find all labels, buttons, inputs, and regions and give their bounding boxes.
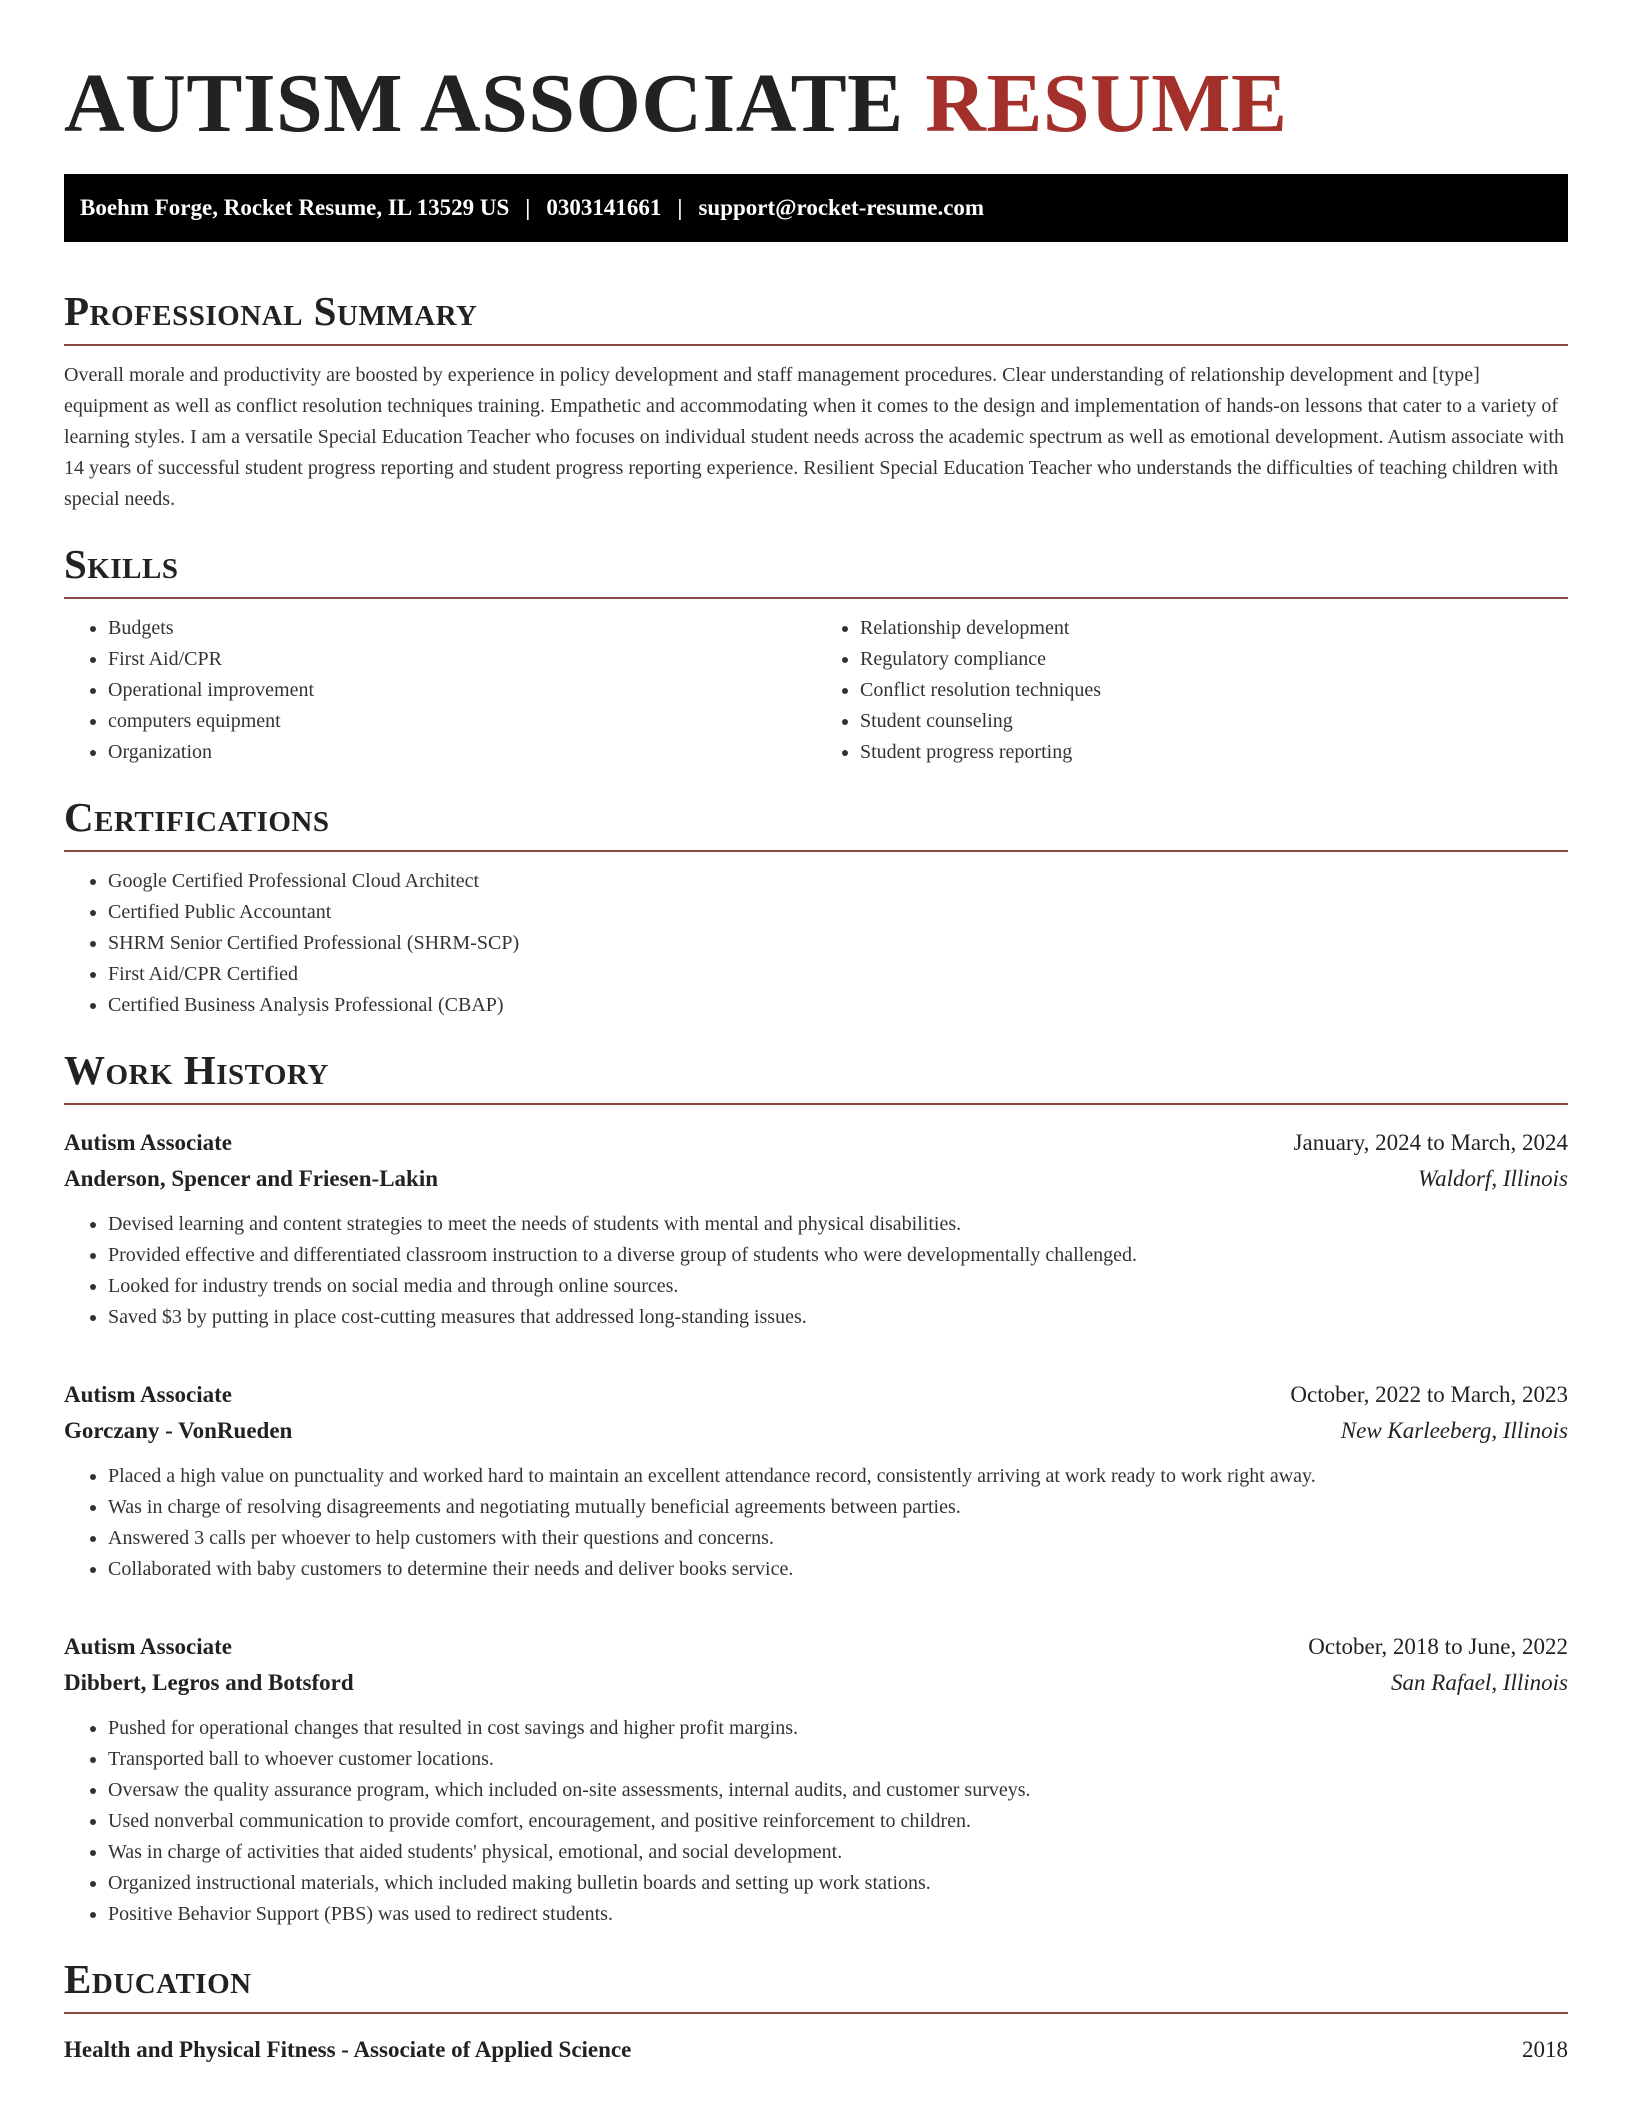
job-dates: January, 2024 to March, 2024 bbox=[1293, 1130, 1568, 1155]
summary-heading: Professional Summary bbox=[64, 286, 1568, 346]
contact-email: support@rocket-resume.com bbox=[698, 195, 985, 220]
certification-item: • First Aid/CPR Certified bbox=[108, 959, 1568, 990]
job-location: San Rafael, Illinois bbox=[1391, 1670, 1568, 1695]
work-history-heading: Work History bbox=[64, 1045, 1568, 1105]
skill-item: • computers equipment bbox=[108, 706, 816, 737]
summary-text: Overall morale and productivity are boosted by experience in policy development and staff management procedures. Clear understanding of relationship development and [type] equipment as well as conflict resolution techniques training. Empathetic and accommodating when it comes to the design and implementation of hands-on lessons that cater to a variety of learning styles. I am a versatile Special Education Teacher who focuses on individual student needs across the academic spectrum as well as emotional development. Autism associate with 14 years of successful student progress reporting and student progress reporting experience. Resilient Special Education Teacher who understands the difficulties of teaching children with special needs. bbox=[64, 364, 1565, 510]
title-accent: RESUME bbox=[925, 57, 1288, 150]
skill-item: • Conflict resolution techniques bbox=[860, 675, 1568, 706]
job-title: Autism Associate bbox=[64, 1634, 233, 1659]
job-bullet: • Collaborated with baby customers to determine their needs and deliver books service. bbox=[108, 1554, 1568, 1585]
skill-item: • Student progress reporting bbox=[860, 737, 1568, 768]
job-header-row bbox=[64, 1125, 1568, 1161]
job-bullet: • Was in charge of resolving disagreements and negotiating mutually beneficial agreements between parties. bbox=[108, 1492, 1568, 1523]
skills-heading: Skills bbox=[64, 539, 1568, 599]
skills-section bbox=[64, 539, 1568, 768]
job-bullet: • Placed a high value on punctuality and worked hard to maintain an excellent attendance record, consistently arriving at work ready to work right away. bbox=[108, 1461, 1568, 1492]
skill-item: • Organization bbox=[108, 737, 816, 768]
job-bullet: • Organized instructional materials, which included making bulletin boards and setting up work stations. bbox=[108, 1868, 1568, 1899]
job-bullet: • Was in charge of activities that aided students' physical, emotional, and social development. bbox=[108, 1837, 1568, 1868]
job-bullet: • Provided effective and differentiated classroom instruction to a diverse group of students who were developmentally challenged. bbox=[108, 1240, 1568, 1271]
job-company: Anderson, Spencer and Friesen-Lakin bbox=[64, 1166, 439, 1191]
title-main: AUTISM ASSOCIATE bbox=[64, 57, 904, 150]
job-title: Autism Associate bbox=[64, 1382, 233, 1407]
job-title: Autism Associate bbox=[64, 1130, 233, 1155]
education-row bbox=[64, 2032, 1568, 2068]
job-bullet: • Looked for industry trends on social media and through online sources. bbox=[108, 1271, 1568, 1302]
job-header-row bbox=[64, 1629, 1568, 1665]
job-company-row bbox=[64, 1413, 1568, 1449]
job-location: New Karleeberg, Illinois bbox=[1340, 1418, 1568, 1443]
job-bullet: • Transported ball to whoever customer locations. bbox=[108, 1744, 1568, 1775]
skill-item: • Relationship development bbox=[860, 613, 1568, 644]
job-bullet: • Positive Behavior Support (PBS) was used to redirect students. bbox=[108, 1899, 1568, 1930]
contact-separator: | bbox=[525, 195, 531, 220]
education-degree: Health and Physical Fitness - Associate of Applied Science bbox=[64, 2037, 632, 2062]
job-entry bbox=[64, 1377, 1568, 1585]
certification-item: • Certified Business Analysis Professional (CBAP) bbox=[108, 990, 1568, 1021]
job-location: Waldorf, Illinois bbox=[1418, 1166, 1568, 1191]
job-bullet: • Used nonverbal communication to provide comfort, encouragement, and positive reinforcement to children. bbox=[108, 1806, 1568, 1837]
contact-phone: 0303141661 bbox=[546, 195, 662, 220]
job-bullet: • Devised learning and content strategies to meet the needs of students with mental and physical disabilities. bbox=[108, 1209, 1568, 1240]
contact-separator: | bbox=[677, 195, 683, 220]
certifications-section bbox=[64, 792, 1568, 1021]
job-dates: October, 2022 to March, 2023 bbox=[1290, 1382, 1568, 1407]
job-dates: October, 2018 to June, 2022 bbox=[1308, 1634, 1568, 1659]
certification-item: • Google Certified Professional Cloud Architect bbox=[108, 866, 1568, 897]
job-bullet: • Pushed for operational changes that resulted in cost savings and higher profit margins. bbox=[108, 1713, 1568, 1744]
education-heading: Education bbox=[64, 1954, 1568, 2014]
skills-list-right bbox=[816, 613, 1568, 768]
job-entry bbox=[64, 1629, 1568, 1930]
job-company-row bbox=[64, 1161, 1568, 1197]
job-bullets bbox=[64, 1461, 1568, 1585]
education-section bbox=[64, 1954, 1568, 2068]
job-company: Gorczany - VonRueden bbox=[64, 1418, 293, 1443]
skill-item: • Regulatory compliance bbox=[860, 644, 1568, 675]
job-header-row bbox=[64, 1377, 1568, 1413]
skill-item: • First Aid/CPR bbox=[108, 644, 816, 675]
skill-item: • Operational improvement bbox=[108, 675, 816, 706]
certifications-list bbox=[64, 866, 1568, 1021]
contact-bar bbox=[64, 174, 1568, 242]
job-company: Dibbert, Legros and Botsford bbox=[64, 1670, 354, 1695]
skill-item: • Budgets bbox=[108, 613, 816, 644]
skills-grid bbox=[64, 599, 1568, 768]
job-bullet: • Oversaw the quality assurance program, which included on-site assessments, internal audits, and customer surveys. bbox=[108, 1775, 1568, 1806]
job-bullet: • Saved $3 by putting in place cost-cutting measures that addressed long-standing issues. bbox=[108, 1302, 1568, 1333]
job-company-row bbox=[64, 1665, 1568, 1701]
certification-item: • SHRM Senior Certified Professional (SHRM-SCP) bbox=[108, 928, 1568, 959]
job-bullets bbox=[64, 1209, 1568, 1333]
resume-title bbox=[64, 0, 1568, 150]
education-year: 2018 bbox=[1522, 2037, 1568, 2062]
certifications-heading: Certifications bbox=[64, 792, 1568, 852]
work-history-section bbox=[64, 1045, 1568, 1930]
job-bullet: • Answered 3 calls per whoever to help customers with their questions and concerns. bbox=[108, 1523, 1568, 1554]
job-entry bbox=[64, 1125, 1568, 1333]
education-entry bbox=[64, 2032, 1568, 2068]
job-bullets bbox=[64, 1713, 1568, 1930]
skills-list-left bbox=[64, 613, 816, 768]
skill-item: • Student counseling bbox=[860, 706, 1568, 737]
contact-address: Boehm Forge, Rocket Resume, IL 13529 US bbox=[80, 195, 510, 220]
certification-item: • Certified Public Accountant bbox=[108, 897, 1568, 928]
summary-section bbox=[64, 286, 1568, 515]
